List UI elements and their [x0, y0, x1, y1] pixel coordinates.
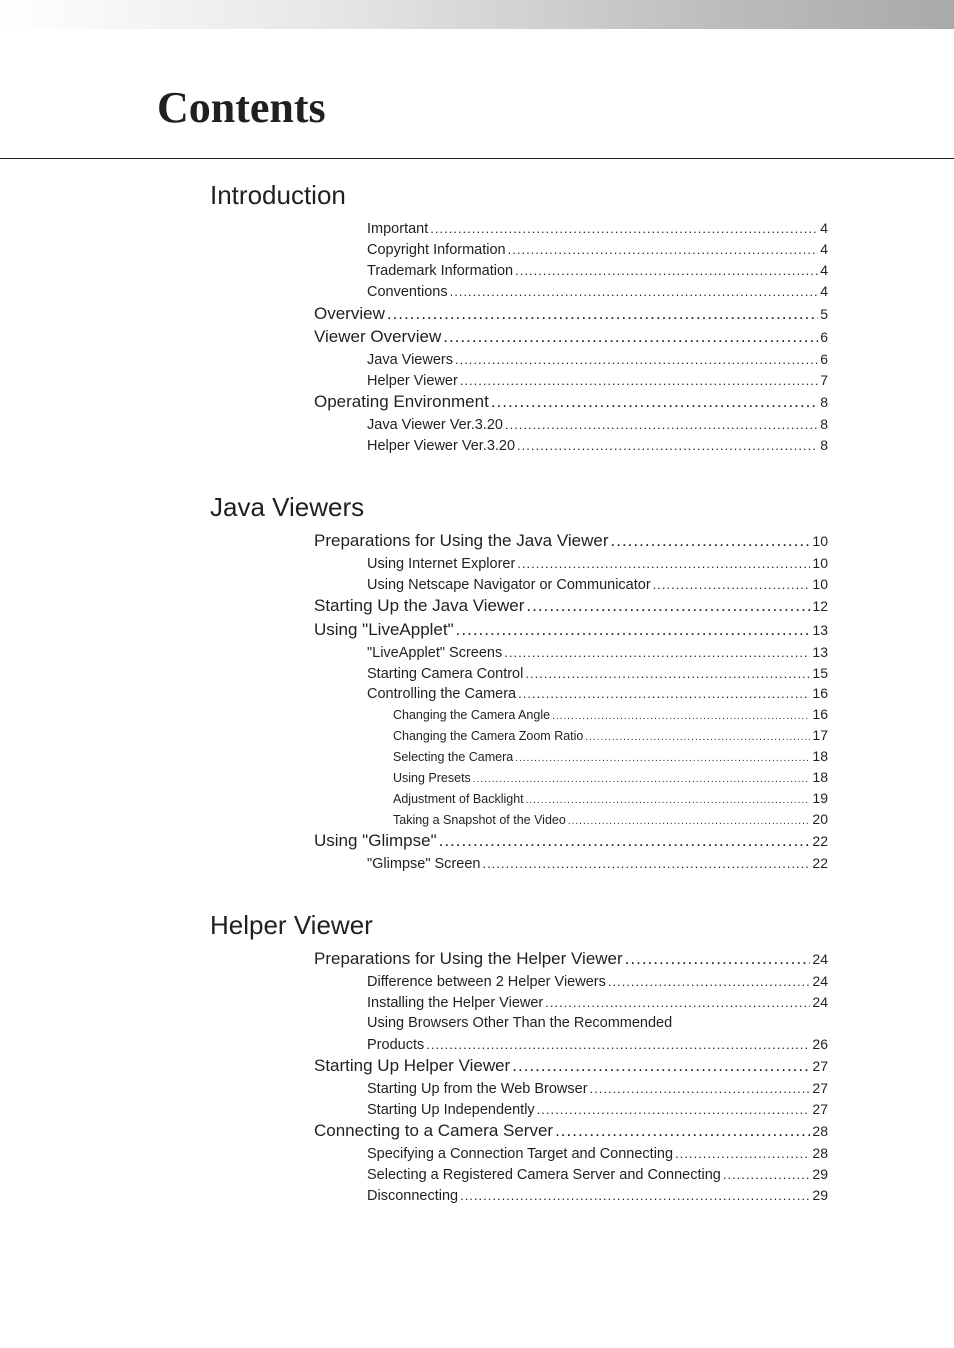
toc-entry[interactable]: [367, 644, 828, 661]
toc-entry[interactable]: [367, 1166, 828, 1183]
toc-entry-label: Overview: [314, 304, 385, 323]
dot-leader: [426, 1037, 810, 1052]
toc-page-number: 24: [812, 951, 828, 967]
toc-entry-label: Selecting the Camera: [393, 750, 514, 764]
toc-entry[interactable]: [367, 241, 828, 258]
toc-entry[interactable]: [393, 706, 828, 722]
toc-entry-label: Selecting a Registered Camera Server and Connecting: [367, 1167, 721, 1183]
toc-entry[interactable]: [393, 748, 828, 764]
toc-entry-first-line[interactable]: Using Browsers Other Than the Recommended: [367, 1015, 673, 1031]
title-divider: [0, 158, 954, 159]
toc-entry-label: Starting Up the Java Viewer: [314, 596, 525, 615]
dot-leader: [443, 327, 818, 347]
toc-entry[interactable]: [314, 620, 828, 640]
toc-entry[interactable]: [367, 855, 828, 872]
dot-leader: [512, 1056, 810, 1076]
toc-entry[interactable]: [367, 351, 828, 368]
toc-page-number: 18: [812, 748, 828, 764]
dot-leader: [518, 686, 810, 701]
toc-page-number: 26: [812, 1036, 828, 1052]
toc-entry[interactable]: [314, 831, 828, 851]
dot-leader: [552, 711, 810, 722]
toc-entry-label: Specifying a Connection Target and Connecting: [367, 1146, 674, 1162]
toc-entry[interactable]: [393, 727, 828, 743]
toc-entry-label: Java Viewer Ver.3.20: [367, 417, 503, 433]
dot-leader: [675, 1146, 810, 1161]
toc-entry-label: Difference between 2 Helper Viewers: [367, 974, 606, 990]
dot-leader: [387, 304, 818, 324]
toc-entry[interactable]: [367, 1101, 828, 1118]
dot-leader: [455, 352, 818, 367]
dot-leader: [590, 1081, 811, 1096]
toc-entry-label: Starting Up Helper Viewer: [314, 1056, 511, 1075]
toc-entry-label: Connecting to a Camera Server: [314, 1121, 554, 1140]
toc-page-number: 22: [812, 833, 828, 849]
toc-page-number: 18: [812, 769, 828, 785]
toc-entry[interactable]: [314, 327, 828, 347]
toc-page-number: 16: [812, 685, 828, 701]
toc-entry-label: Conventions: [367, 284, 448, 300]
dot-leader: [625, 949, 811, 969]
toc-entry[interactable]: [367, 685, 828, 702]
toc-entry[interactable]: [314, 392, 828, 412]
toc-entry-label: Adjustment of Backlight: [393, 792, 524, 806]
toc-entry[interactable]: [367, 555, 828, 572]
dot-leader: [526, 596, 810, 616]
dot-leader: [515, 753, 810, 764]
toc-page-number: 20: [812, 811, 828, 827]
dot-leader: [456, 620, 811, 640]
dot-leader: [505, 417, 818, 432]
toc-entry-label: Using "Glimpse": [314, 831, 437, 850]
toc-entry-label: Preparations for Using the Helper Viewer: [314, 949, 623, 968]
dot-leader: [473, 774, 811, 785]
toc-page-number: 19: [812, 790, 828, 806]
toc-page-number: 10: [812, 576, 828, 592]
toc-entry-label: Starting Up from the Web Browser: [367, 1081, 588, 1097]
toc-entry[interactable]: [367, 262, 828, 279]
toc-entry-label: Copyright Information: [367, 242, 506, 258]
toc-page-number: 6: [820, 329, 828, 345]
toc-entry[interactable]: [393, 790, 828, 806]
toc-entry-label: Viewer Overview: [314, 327, 442, 346]
toc-entry-label: Changing the Camera Zoom Ratio: [393, 729, 584, 743]
toc-entry-label: Changing the Camera Angle: [393, 708, 551, 722]
toc-entry[interactable]: [367, 665, 828, 682]
dot-leader: [450, 284, 819, 299]
toc-page-number: 13: [812, 644, 828, 660]
toc-entry-label: Preparations for Using the Java Viewer: [314, 531, 609, 550]
toc-entry[interactable]: [367, 1036, 828, 1053]
toc-entry[interactable]: [367, 1080, 828, 1097]
dot-leader: [545, 995, 810, 1010]
toc-page-number: 4: [820, 220, 828, 236]
toc-entry-label: Java Viewers: [367, 352, 453, 368]
dot-leader: [537, 1102, 811, 1117]
toc-page-number: 8: [820, 437, 828, 453]
toc-page-number: 4: [820, 241, 828, 257]
toc-page-number: 5: [820, 306, 828, 322]
dot-leader: [517, 556, 810, 571]
toc-entry-label: Operating Environment: [314, 392, 489, 411]
toc-entry[interactable]: [314, 304, 828, 324]
toc-entry[interactable]: [367, 220, 828, 237]
dot-leader: [439, 831, 811, 851]
toc-page-number: 29: [812, 1166, 828, 1182]
toc-entry-label: Using Internet Explorer: [367, 556, 516, 572]
toc-entry-label: Helper Viewer Ver.3.20: [367, 438, 516, 454]
page-title: Contents: [157, 83, 326, 132]
dot-leader: [723, 1167, 811, 1182]
toc-entry[interactable]: [367, 437, 828, 454]
toc-entry[interactable]: [367, 576, 828, 593]
toc-entry[interactable]: [367, 283, 828, 300]
toc-entry[interactable]: [314, 1056, 828, 1076]
toc-entry[interactable]: [367, 994, 828, 1011]
dot-leader: [568, 816, 811, 827]
dot-leader: [491, 392, 818, 412]
toc-page-number: 16: [812, 706, 828, 722]
toc-page-number: 24: [812, 973, 828, 989]
toc-page-number: 28: [812, 1145, 828, 1161]
toc-entry[interactable]: [314, 596, 828, 616]
toc-entry-label: Using Presets: [393, 771, 471, 785]
dot-leader: [585, 732, 810, 743]
section-heading: Helper Viewer: [210, 910, 373, 940]
dot-leader: [608, 974, 811, 989]
toc-page-number: 17: [812, 727, 828, 743]
toc-page-number: 7: [820, 372, 828, 388]
dot-leader: [515, 263, 818, 278]
dot-leader: [482, 856, 810, 871]
dot-leader: [460, 1188, 810, 1203]
toc-page-number: 28: [812, 1123, 828, 1139]
header-gradient-band: [0, 0, 954, 29]
dot-leader: [508, 242, 819, 257]
dot-leader: [460, 373, 818, 388]
toc-entry[interactable]: [367, 973, 828, 990]
toc-entry-label: Products: [367, 1037, 425, 1053]
toc-page-number: 10: [812, 533, 828, 549]
dot-leader: [526, 795, 811, 806]
toc-entry-label: Starting Camera Control: [367, 666, 524, 682]
toc-entry[interactable]: [314, 1121, 828, 1141]
dot-leader: [504, 645, 810, 660]
dot-leader: [525, 666, 810, 681]
toc-entry-label: Using Netscape Navigator or Communicator: [367, 577, 651, 593]
section-heading: Java Viewers: [210, 492, 365, 522]
section-heading: Introduction: [210, 180, 346, 210]
toc-entry-label: "LiveApplet" Screens: [367, 645, 503, 661]
dot-leader: [611, 531, 811, 551]
dot-leader: [517, 438, 818, 453]
toc-entry[interactable]: [314, 531, 828, 551]
toc-page-number: 4: [820, 283, 828, 299]
dot-leader: [430, 221, 818, 236]
toc-entry-label: Controlling the Camera: [367, 686, 517, 702]
toc-page-number: 4: [820, 262, 828, 278]
toc-entry-label: Taking a Snapshot of the Video: [393, 813, 566, 827]
toc-entry[interactable]: [367, 416, 828, 433]
toc-page-number: 6: [820, 351, 828, 367]
toc-entry-label: Starting Up Independently: [367, 1102, 535, 1118]
toc-page-number: 12: [812, 598, 828, 614]
toc-page-number: 29: [812, 1187, 828, 1203]
toc-entry-label: Helper Viewer: [367, 373, 458, 389]
toc-entry[interactable]: [367, 372, 828, 389]
toc-entry-label: Important: [367, 221, 429, 237]
toc-entry[interactable]: [367, 1145, 828, 1162]
toc-entry[interactable]: [314, 949, 828, 969]
toc-page-number: 10: [812, 555, 828, 571]
toc-page-number: 27: [812, 1058, 828, 1074]
toc-entry[interactable]: [367, 1187, 828, 1204]
toc-page-number: 8: [820, 394, 828, 410]
toc-page-number: 27: [812, 1101, 828, 1117]
toc-entry-label: "Glimpse" Screen: [367, 856, 481, 872]
toc-page-number: 8: [820, 416, 828, 432]
toc-page-number: 15: [812, 665, 828, 681]
toc-page-number: 22: [812, 855, 828, 871]
toc-page-number: 27: [812, 1080, 828, 1096]
dot-leader: [555, 1121, 810, 1141]
toc-page-number: 24: [812, 994, 828, 1010]
toc-entry-label: Installing the Helper Viewer: [367, 995, 544, 1011]
toc-entry[interactable]: [393, 769, 828, 785]
dot-leader: [653, 577, 811, 592]
toc-page-number: 13: [812, 622, 828, 638]
toc-entry-label: Trademark Information: [367, 263, 514, 279]
toc-entry-label: Disconnecting: [367, 1188, 459, 1204]
toc-entry[interactable]: [393, 811, 828, 827]
toc-entry-label: Using "LiveApplet": [314, 620, 454, 639]
